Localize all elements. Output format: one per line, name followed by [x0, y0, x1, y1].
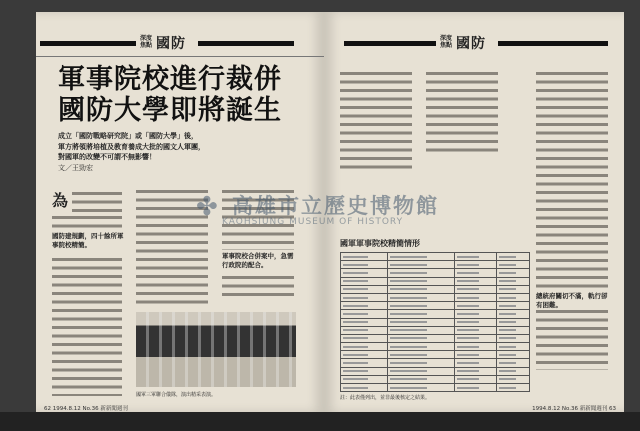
table-cell	[496, 343, 529, 351]
table-cell	[341, 293, 388, 301]
table-row	[341, 343, 530, 351]
section-title: 國防	[156, 36, 186, 52]
table-cell	[388, 351, 455, 359]
header-bar	[40, 41, 136, 46]
table-cell	[496, 293, 529, 301]
table-cell	[388, 310, 455, 318]
table-cell	[454, 375, 496, 383]
headline	[58, 64, 282, 126]
table-cell	[388, 261, 455, 269]
table-cell	[496, 334, 529, 342]
table-cell	[341, 351, 388, 359]
table-cell	[496, 367, 529, 375]
table-row	[341, 318, 530, 326]
scan-background	[0, 412, 640, 431]
table-cell	[341, 359, 388, 367]
table-cell	[496, 310, 529, 318]
table-cell	[454, 285, 496, 293]
table-row	[341, 375, 530, 383]
table-cell	[496, 285, 529, 293]
table-cell	[496, 384, 529, 392]
subhead: 總統府關切不滿，軌行卻有困難。	[536, 292, 608, 309]
table-cell	[388, 269, 455, 277]
table-cell	[454, 334, 496, 342]
table-cell	[454, 343, 496, 351]
table-row	[341, 293, 530, 301]
table-cell	[341, 277, 388, 285]
divider	[36, 56, 324, 57]
table-cell	[496, 375, 529, 383]
table-cell	[388, 334, 455, 342]
table-row	[341, 310, 530, 318]
table-cell	[454, 302, 496, 310]
table-cell	[454, 384, 496, 392]
body-text	[426, 70, 498, 152]
table-cell	[341, 384, 388, 392]
table-row	[341, 359, 530, 367]
table-cell	[341, 253, 388, 261]
table-row	[341, 269, 530, 277]
body-text	[222, 274, 294, 296]
section-tag: 深度焦點	[440, 35, 453, 49]
table-row	[341, 367, 530, 375]
table-cell	[388, 318, 455, 326]
table-cell	[388, 293, 455, 301]
table-title: 國軍軍事院校精簡情形	[340, 239, 420, 248]
header-bar	[198, 41, 294, 46]
table-cell	[496, 269, 529, 277]
table-cell	[496, 326, 529, 334]
table-cell	[388, 253, 455, 261]
body-text	[536, 70, 608, 370]
table-cell	[388, 367, 455, 375]
table-row	[341, 351, 530, 359]
table-cell	[454, 318, 496, 326]
page-footer: 1994.8.12 No.36 新新聞週刊 63	[532, 406, 616, 412]
table-cell	[341, 269, 388, 277]
table-cell	[454, 310, 496, 318]
table-cell	[341, 285, 388, 293]
table-cell	[341, 334, 388, 342]
table-cell	[496, 277, 529, 285]
table-cell	[454, 293, 496, 301]
body-text	[52, 256, 122, 396]
photo-caption: 國軍三軍聯合儀隊，演出精采表演。	[136, 392, 217, 398]
table-cell	[341, 302, 388, 310]
table-cell	[496, 359, 529, 367]
table-cell	[454, 277, 496, 285]
table-cell	[454, 359, 496, 367]
table-row	[341, 384, 530, 392]
table-cell	[454, 326, 496, 334]
table-cell	[341, 318, 388, 326]
table-cell	[388, 384, 455, 392]
body-text	[72, 190, 122, 214]
table-cell	[388, 359, 455, 367]
headline-line: 國防大學即將誕生	[58, 95, 282, 126]
table-cell	[496, 351, 529, 359]
table-cell	[454, 269, 496, 277]
table-cell	[341, 326, 388, 334]
watermark: 高雄市立歷史博物館	[232, 194, 439, 218]
table-row	[341, 277, 530, 285]
body-text	[52, 214, 122, 229]
table-cell	[454, 261, 496, 269]
table-cell	[496, 253, 529, 261]
table-row	[341, 253, 530, 261]
table-cell	[454, 367, 496, 375]
watermark-english: KAOHSIUNG MUSEUM OF HISTORY	[222, 217, 404, 227]
table-note: 註：此表僅列出，並非最後核定之結果。	[340, 395, 431, 401]
byline: 文／王勁宏	[58, 163, 93, 172]
subhead: 國防建規劃，四十餘所軍事院校精簡。	[52, 232, 124, 249]
table-cell	[388, 375, 455, 383]
section-tag: 深度焦點	[140, 35, 153, 49]
table-cell	[496, 318, 529, 326]
subhead: 軍事院校合併案中，急需行政院的配合。	[222, 252, 294, 269]
table-cell	[341, 261, 388, 269]
table-cell	[496, 261, 529, 269]
section-title: 國防	[456, 36, 486, 52]
deck-line: 對國軍的改變不可謂不無影響！	[58, 153, 156, 161]
table-cell	[341, 367, 388, 375]
table-cell	[388, 277, 455, 285]
headline-line: 軍事院校進行裁併	[58, 64, 282, 95]
table-cell	[341, 375, 388, 383]
table-cell	[388, 285, 455, 293]
museum-logo-icon: ✤	[196, 192, 218, 222]
table-cell	[454, 253, 496, 261]
table-row	[341, 334, 530, 342]
table-row	[341, 261, 530, 269]
table-cell	[388, 302, 455, 310]
body-text	[340, 70, 412, 170]
table-cell	[341, 310, 388, 318]
schools-table	[340, 252, 530, 392]
deck-line: 軍方將領將培植及教育養成大批的國文人軍團，	[58, 142, 205, 151]
header-bar	[344, 41, 436, 46]
deck	[58, 131, 205, 173]
table-cell	[454, 351, 496, 359]
deck-line: 成立「國防戰略研究院」或「國防大學」後，	[58, 132, 198, 140]
table-cell	[388, 326, 455, 334]
table-row	[341, 302, 530, 310]
header-bar	[498, 41, 608, 46]
table-cell	[496, 302, 529, 310]
parade-photo	[136, 312, 296, 387]
table-cell	[341, 343, 388, 351]
table-cell	[388, 343, 455, 351]
page-footer: 62 1994.8.12 No.36 新新聞週刊	[44, 406, 128, 412]
table-row	[341, 285, 530, 293]
table-row	[341, 326, 530, 334]
drop-cap: 為	[52, 191, 69, 210]
